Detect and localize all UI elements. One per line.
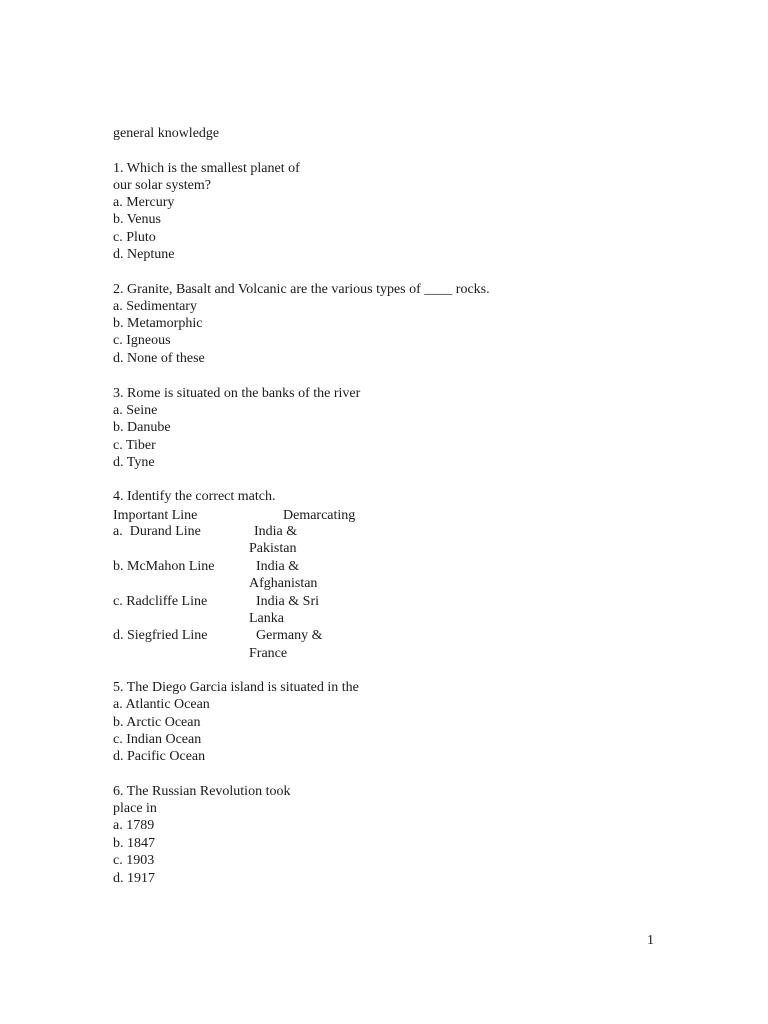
answer-option: c. Indian Ocean (113, 732, 202, 747)
question-text: 5. The Diego Garcia island is situated in the (113, 680, 359, 695)
match-header-left: Important Line (113, 508, 198, 523)
match-row-left: d. Siegfried Line (113, 628, 208, 643)
match-row-left: a. Durand Line (113, 524, 201, 539)
answer-option: a. 1789 (113, 818, 155, 833)
match-row-right: Pakistan (249, 541, 297, 556)
answer-option: b. Metamorphic (113, 316, 203, 331)
answer-option: d. Neptune (113, 247, 175, 262)
answer-option: d. Pacific Ocean (113, 749, 206, 764)
question-text: 2. Granite, Basalt and Volcanic are the various types of ____ rocks. (113, 282, 490, 297)
match-row-left: b. McMahon Line (113, 559, 215, 574)
answer-option: a. Seine (113, 403, 158, 418)
answer-option: b. 1847 (113, 836, 155, 851)
answer-option: c. Pluto (113, 230, 156, 245)
answer-option: c. Tiber (113, 438, 156, 453)
answer-option: d. Tyne (113, 455, 155, 470)
match-row-right: India & Sri (256, 594, 319, 609)
document-title: general knowledge (113, 126, 220, 141)
answer-option: a. Atlantic Ocean (113, 697, 210, 712)
question-text: our solar system? (113, 178, 211, 193)
match-row-right: India & (254, 524, 298, 539)
answer-option: a. Mercury (113, 195, 175, 210)
question-text: place in (113, 801, 157, 816)
answer-option: b. Danube (113, 420, 171, 435)
match-header-right: Demarcating (283, 508, 356, 523)
question-text: 4. Identify the correct match. (113, 489, 276, 504)
match-row-right: Germany & (256, 628, 323, 643)
page-number: 1 (647, 933, 654, 948)
match-row-right: Afghanistan (249, 576, 318, 591)
question-text: 6. The Russian Revolution took (113, 784, 291, 799)
question-text: 3. Rome is situated on the banks of the river (113, 386, 361, 401)
match-row-right: Lanka (249, 611, 284, 626)
answer-option: c. 1903 (113, 853, 155, 868)
match-row-left: c. Radcliffe Line (113, 594, 208, 609)
answer-option: b. Venus (113, 212, 161, 227)
answer-option: d. None of these (113, 351, 205, 366)
answer-option: c. Igneous (113, 333, 171, 348)
answer-option: d. 1917 (113, 871, 155, 886)
match-row-right: India & (256, 559, 300, 574)
match-row-right: France (249, 646, 288, 661)
answer-option: b. Arctic Ocean (113, 715, 201, 730)
question-text: 1. Which is the smallest planet of (113, 161, 300, 176)
answer-option: a. Sedimentary (113, 299, 197, 314)
